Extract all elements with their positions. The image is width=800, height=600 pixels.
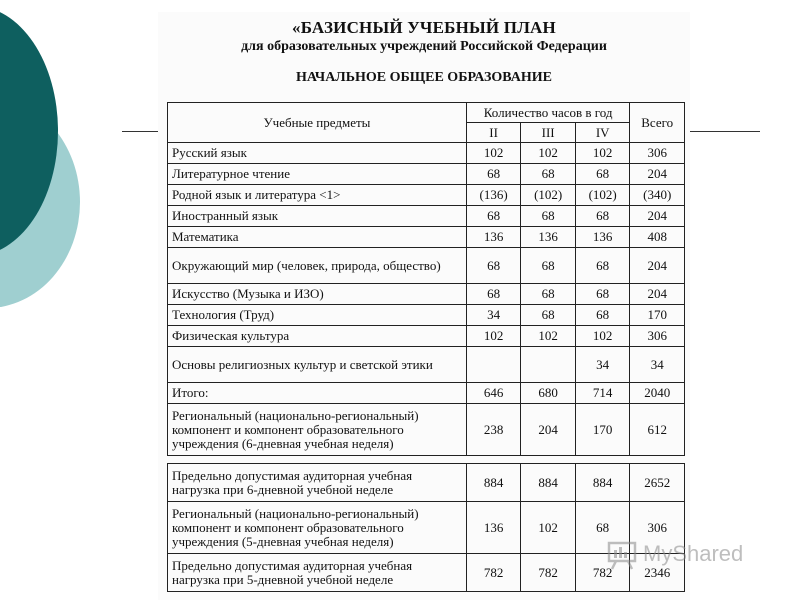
hours-cell: 136: [466, 227, 521, 248]
hours-cell: 782: [575, 554, 630, 592]
hours-cell: 782: [521, 554, 576, 592]
grade-header: IV: [575, 123, 630, 143]
subject-cell: Родной язык и литература <1>: [168, 185, 467, 206]
subject-cell: Технология (Труд): [168, 305, 467, 326]
subject-cell: Итого:: [168, 383, 467, 404]
presentation-board-icon: [606, 537, 640, 571]
hours-cell: 102: [575, 326, 630, 347]
decorative-line-right: [688, 131, 760, 132]
hours-cell: 884: [466, 464, 521, 502]
hours-cell: 68: [575, 248, 630, 284]
hours-cell: 68: [466, 284, 521, 305]
total-cell: 2040: [630, 383, 685, 404]
total-cell: 408: [630, 227, 685, 248]
subject-cell: Искусство (Музыка и ИЗО): [168, 284, 467, 305]
total-cell: (340): [630, 185, 685, 206]
hours-cell: 68: [521, 284, 576, 305]
hours-cell: [466, 347, 521, 383]
subject-cell: Математика: [168, 227, 467, 248]
total-cell: 204: [630, 164, 685, 185]
hours-cell: 646: [466, 383, 521, 404]
hours-header: Количество часов в год: [466, 103, 630, 123]
hours-cell: 68: [575, 164, 630, 185]
decorative-circle-dark: [0, 6, 58, 256]
table-row: [168, 248, 685, 284]
subject-cell: Предельно допустимая аудиторная учебная нагрузка при 5-дневной учебной неделе: [168, 554, 467, 592]
subjects-header: Учебные предметы: [168, 103, 467, 143]
hours-cell: 102: [521, 502, 576, 554]
subject-cell: Литературное чтение: [168, 164, 467, 185]
hours-cell: 680: [521, 383, 576, 404]
table-row: [168, 164, 685, 185]
table-row: [168, 404, 685, 456]
total-cell: 204: [630, 248, 685, 284]
hours-cell: 136: [575, 227, 630, 248]
table-row: [168, 227, 685, 248]
grade-header: III: [521, 123, 576, 143]
table-row: [168, 185, 685, 206]
hours-cell: 170: [575, 404, 630, 456]
hours-cell: 782: [466, 554, 521, 592]
hours-cell: 238: [466, 404, 521, 456]
table-row: [168, 206, 685, 227]
hours-cell: 68: [575, 206, 630, 227]
subject-cell: Иностранный язык: [168, 206, 467, 227]
hours-cell: 68: [466, 164, 521, 185]
table-row: [168, 326, 685, 347]
decorative-line-left: [122, 131, 160, 132]
hours-cell: 68: [521, 164, 576, 185]
section-title: НАЧАЛЬНОЕ ОБЩЕЕ ОБРАЗОВАНИЕ: [296, 70, 552, 85]
hours-cell: 102: [521, 143, 576, 164]
document-subtitle: для образовательных учреждений Российской Федерации: [241, 39, 607, 54]
hours-cell: 68: [521, 248, 576, 284]
table-row: [168, 284, 685, 305]
subject-cell: Физическая культура: [168, 326, 467, 347]
hours-cell: (102): [521, 185, 576, 206]
total-cell: 2346: [630, 554, 685, 592]
hours-cell: 68: [466, 248, 521, 284]
total-cell: 612: [630, 404, 685, 456]
total-cell: 204: [630, 206, 685, 227]
total-cell: 170: [630, 305, 685, 326]
total-cell: 2652: [630, 464, 685, 502]
hours-cell: 68: [575, 305, 630, 326]
total-cell: 306: [630, 502, 685, 554]
total-header: Всего: [630, 103, 685, 143]
hours-cell: (136): [466, 185, 521, 206]
table-row: [168, 143, 685, 164]
hours-cell: 68: [521, 305, 576, 326]
table-row: [168, 305, 685, 326]
hours-cell: 204: [521, 404, 576, 456]
hours-cell: 68: [575, 502, 630, 554]
hours-cell: 102: [466, 326, 521, 347]
total-cell: 306: [630, 143, 685, 164]
hours-cell: [521, 347, 576, 383]
hours-cell: 34: [466, 305, 521, 326]
hours-cell: 884: [575, 464, 630, 502]
subject-cell: Региональный (национально-региональный) компонент и компонент образовательного учреждения (5-дневная учебная неделя): [168, 502, 467, 554]
hours-cell: 68: [575, 284, 630, 305]
hours-cell: 102: [521, 326, 576, 347]
document-title: «БАЗИСНЫЙ УЧЕБНЫЙ ПЛАН: [292, 18, 556, 37]
watermark-text: MyShared: [643, 541, 744, 566]
load-table: [167, 463, 685, 592]
subject-cell: Окружающий мир (человек, природа, общество): [168, 248, 467, 284]
grade-header: II: [466, 123, 521, 143]
subject-cell: Основы религиозных культур и светской этики: [168, 347, 467, 383]
hours-cell: 34: [575, 347, 630, 383]
hours-cell: 102: [575, 143, 630, 164]
total-cell: 34: [630, 347, 685, 383]
watermark: [606, 536, 743, 572]
hours-cell: 136: [521, 227, 576, 248]
hours-cell: 68: [521, 206, 576, 227]
hours-cell: 102: [466, 143, 521, 164]
subject-cell: Региональный (национально-региональный) компонент и компонент образовательного учреждения (6-дневная учебная неделя): [168, 404, 467, 456]
table-row: [168, 464, 685, 502]
hours-cell: 884: [521, 464, 576, 502]
subject-cell: Предельно допустимая аудиторная учебная нагрузка при 6-дневной учебной неделе: [168, 464, 467, 502]
total-cell: 306: [630, 326, 685, 347]
curriculum-table: [167, 102, 685, 456]
total-cell: 204: [630, 284, 685, 305]
table-row: [168, 383, 685, 404]
hours-cell: (102): [575, 185, 630, 206]
hours-cell: 136: [466, 502, 521, 554]
hours-cell: 714: [575, 383, 630, 404]
subject-cell: Русский язык: [168, 143, 467, 164]
table-row: [168, 347, 685, 383]
hours-cell: 68: [466, 206, 521, 227]
